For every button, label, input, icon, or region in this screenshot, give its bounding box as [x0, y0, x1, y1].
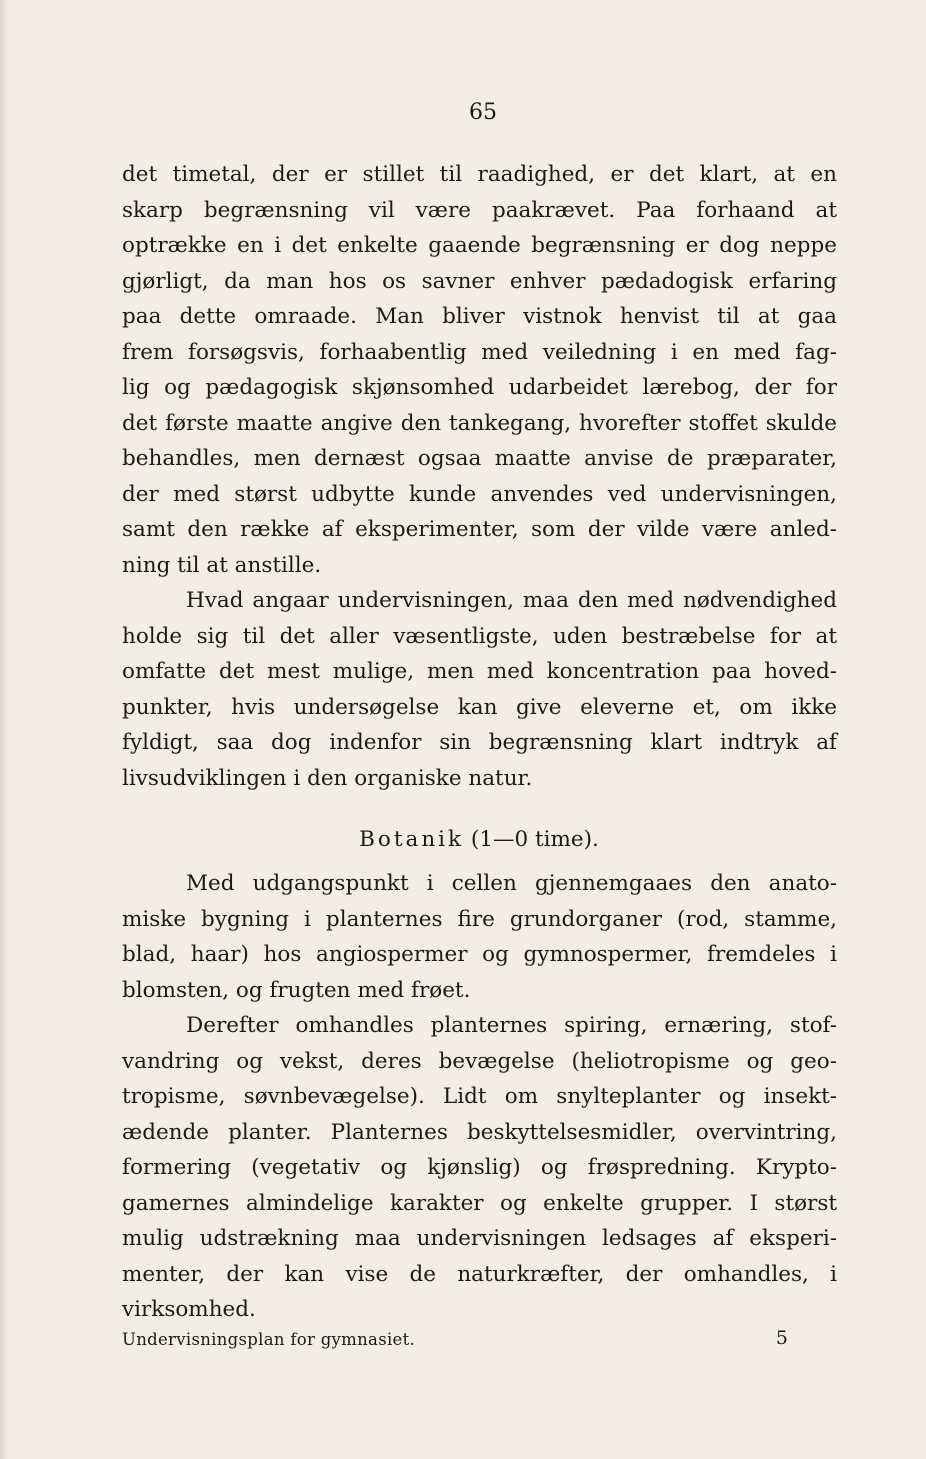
text-line: formering (vegetativ og kjønslig) og frøspredning. Krypto- [122, 1155, 837, 1180]
text-line: omfatte det mest mulige, men med koncentration paa hoved- [122, 659, 837, 684]
text-line: gamernes almindelige karakter og enkelte grupper. I størst [122, 1190, 837, 1216]
paragraph-4 [122, 1008, 837, 1328]
text-line: det første maatte angive den tankegang, hvorefter stoffet skulde [122, 410, 837, 436]
footer-title: Undervisningsplan for gymnasiet. [122, 1330, 416, 1349]
text-line: virksomhed. [122, 1297, 256, 1322]
paragraph-1 [122, 157, 837, 583]
section-subtitle: (1—0 time). [470, 827, 599, 852]
text-line: holde sig til det aller væsentligste, uden bestræbelse for at [122, 623, 837, 649]
text-line: punkter, hvis undersøgelse kan give eleverne et, om ikke [122, 694, 837, 720]
page-edge [0, 0, 9, 1459]
text-line: Hvad angaar undervisningen, maa den med nødvendighed [186, 588, 837, 613]
text-line: samt den række af eksperimenter, som der vilde være anled- [122, 517, 837, 542]
text-line: vandring og vekst, deres bevægelse (heliotropisme og geo- [122, 1048, 837, 1074]
text-line: Derefter omhandles planternes spiring, ernæring, stof- [186, 1013, 837, 1038]
text-line: det timetal, der er stillet til raadighed, er det klart, at en [122, 162, 837, 187]
text-line: behandles, men dernæst ogsaa maatte anvise de præparater, [122, 446, 837, 471]
text-line: optrække en i det enkelte gaaende begrænsning er dog neppe [122, 233, 837, 258]
text-line: ning til at anstille. [122, 552, 322, 578]
text-line: der med størst udbytte kunde anvendes ved undervisningen, [122, 481, 837, 507]
text-line: livsudviklingen i den organiske natur. [122, 765, 533, 791]
text-line: tropisme, søvnbevægelse). Lidt om snylteplanter og insekt- [122, 1084, 837, 1109]
text-line: blomsten, og frugten med frøet. [122, 977, 471, 1003]
text-line: fyldigt, saa dog indenfor sin begrænsning klart indtryk af [122, 730, 837, 755]
text-line: skarp begrænsning vil være paakrævet. Paa forhaand at [122, 197, 837, 223]
text-line: miske bygning i planternes fire grundorganer (rod, stamme, [122, 906, 837, 932]
section-title: Botanik [359, 827, 465, 852]
text-line: frem forsøgsvis, forhaabentlig med veiledning i en med fag- [122, 339, 837, 365]
paragraph-3 [122, 866, 837, 1008]
text-line: paa dette omraade. Man bliver vistnok henvist til at gaa [122, 304, 837, 329]
paragraph-2 [122, 583, 837, 796]
text-line: Med udgangspunkt i cellen gjennemgaaes den anato- [186, 871, 837, 896]
text-line: menter, der kan vise de naturkræfter, der omhandles, i [122, 1261, 837, 1287]
text-line: lig og pædagogisk skjønsomhed udarbeidet lærebog, der for [122, 375, 837, 400]
body-text-top [122, 157, 837, 796]
footer-signature: 5 [775, 1327, 788, 1349]
page-number: 65 [469, 100, 497, 125]
text-line: blad, haar) hos angiospermer og gymnospermer, fremdeles i [122, 942, 837, 967]
text-line: ædende planter. Planternes beskyttelsesmidler, overvintring, [122, 1119, 837, 1145]
section-heading [16, 822, 926, 858]
text-line: mulig udstrækning maa undervisningen ledsages af eksperi- [122, 1226, 837, 1251]
body-text-bottom [122, 866, 837, 1328]
text-line: gjørligt, da man hos os savner enhver pædadogisk erfaring [122, 268, 837, 294]
